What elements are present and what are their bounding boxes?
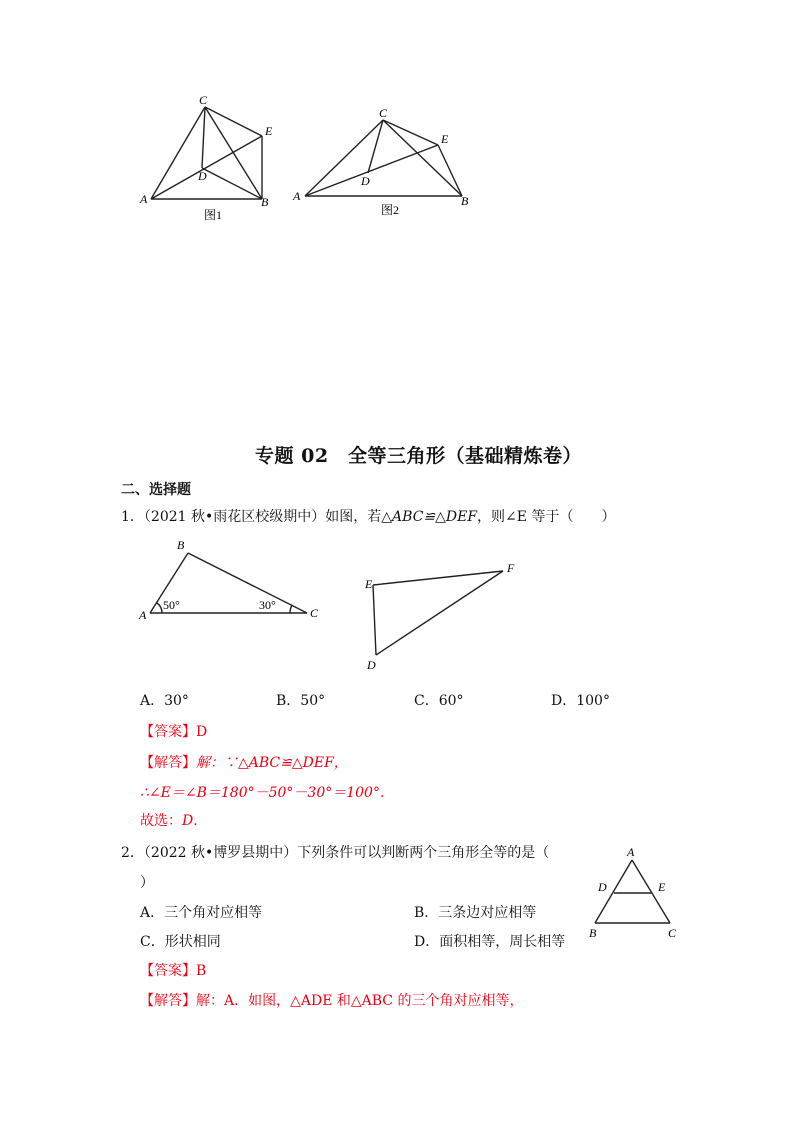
- q2-label-e: E: [658, 880, 666, 894]
- q2-option-d: D．面积相等，周长相等: [414, 934, 566, 950]
- q1-label-c: C: [310, 606, 319, 620]
- q1-choose-value: D: [182, 813, 194, 829]
- q1-condition: △ABC≌△DEF: [381, 509, 478, 525]
- q2-solution-line1: [140, 990, 523, 1010]
- fig2-label-e: E: [441, 132, 449, 146]
- q1-label-a: A: [139, 608, 147, 622]
- q1-answer-value: D: [196, 724, 208, 740]
- q2-label-b: B: [589, 926, 597, 940]
- q2-option-b: B．三条边对应相等: [414, 905, 537, 921]
- page-title: 专题 02 全等三角形（基础精炼卷）: [255, 445, 583, 467]
- q1-option-a: A．30°: [140, 693, 189, 709]
- q2-label-a: A: [627, 845, 635, 859]
- q1-number: 1．: [121, 509, 144, 525]
- section-heading: 二、选择题: [121, 482, 191, 498]
- q1-angle-a: 50°: [163, 598, 180, 612]
- q1-solution-text1: 解：∵△ABC≌△DEF，: [196, 755, 348, 771]
- fig2-label-a: A: [293, 189, 301, 203]
- fig2-label-d: D: [361, 174, 370, 188]
- q1-answer-label: 【答案】: [140, 724, 196, 740]
- q1-angle-c: 30°: [259, 598, 276, 612]
- q2-answer-value: B: [196, 963, 207, 979]
- q1-option-b: B．50°: [276, 693, 326, 709]
- q1-label-f: F: [507, 561, 515, 575]
- q2-label-c: C: [668, 926, 677, 940]
- q2-solution-text1: 解：A．如图，△ADE 和△ABC 的三个角对应相等，: [196, 993, 524, 1009]
- fig2-label-b: B: [461, 194, 469, 208]
- q2-text: （2022 秋•博罗县期中）下列条件可以判断两个三角形全等的是（: [143, 845, 550, 861]
- q1-tail: ，则∠E 等于（ ）: [477, 509, 616, 525]
- fig1-label-a: A: [140, 192, 148, 206]
- fig2-caption: 图2: [381, 203, 400, 217]
- q1-solution-line2: ∴∠E＝∠B＝180°－50°－30°＝100°.: [140, 785, 385, 801]
- fig1-label-d: D: [198, 169, 207, 183]
- q1-choose-prefix: 故选：: [140, 813, 182, 829]
- q2-number: 2．: [121, 845, 144, 861]
- q2-option-a: A．三个角对应相等: [140, 905, 263, 921]
- q1-label-b: B: [177, 538, 185, 552]
- q2-text-line2: ）: [140, 875, 154, 891]
- fig1-caption: 图1: [204, 208, 223, 222]
- q2-label-d: D: [598, 880, 607, 894]
- q1-choose-suffix: .: [193, 813, 198, 829]
- fig1-label-c: C: [199, 93, 208, 107]
- q1-label-e: E: [365, 577, 373, 591]
- fig1-label-e: E: [265, 124, 273, 138]
- q2-answer: [140, 960, 206, 980]
- q1-solution-label: 【解答】: [140, 755, 196, 771]
- q2-answer-label: 【答案】: [140, 963, 196, 979]
- q1-option-c: C．60°: [414, 693, 464, 709]
- q2-solution-label: 【解答】: [140, 993, 196, 1009]
- q1-label-d: D: [367, 658, 376, 672]
- q2-option-c: C．形状相同: [140, 934, 221, 950]
- q1-source: （2021 秋•雨花区校级期中）如图，若: [143, 509, 382, 525]
- fig1-label-b: B: [261, 195, 269, 209]
- fig2-label-c: C: [379, 106, 388, 120]
- q1-option-d: D．100°: [551, 693, 610, 709]
